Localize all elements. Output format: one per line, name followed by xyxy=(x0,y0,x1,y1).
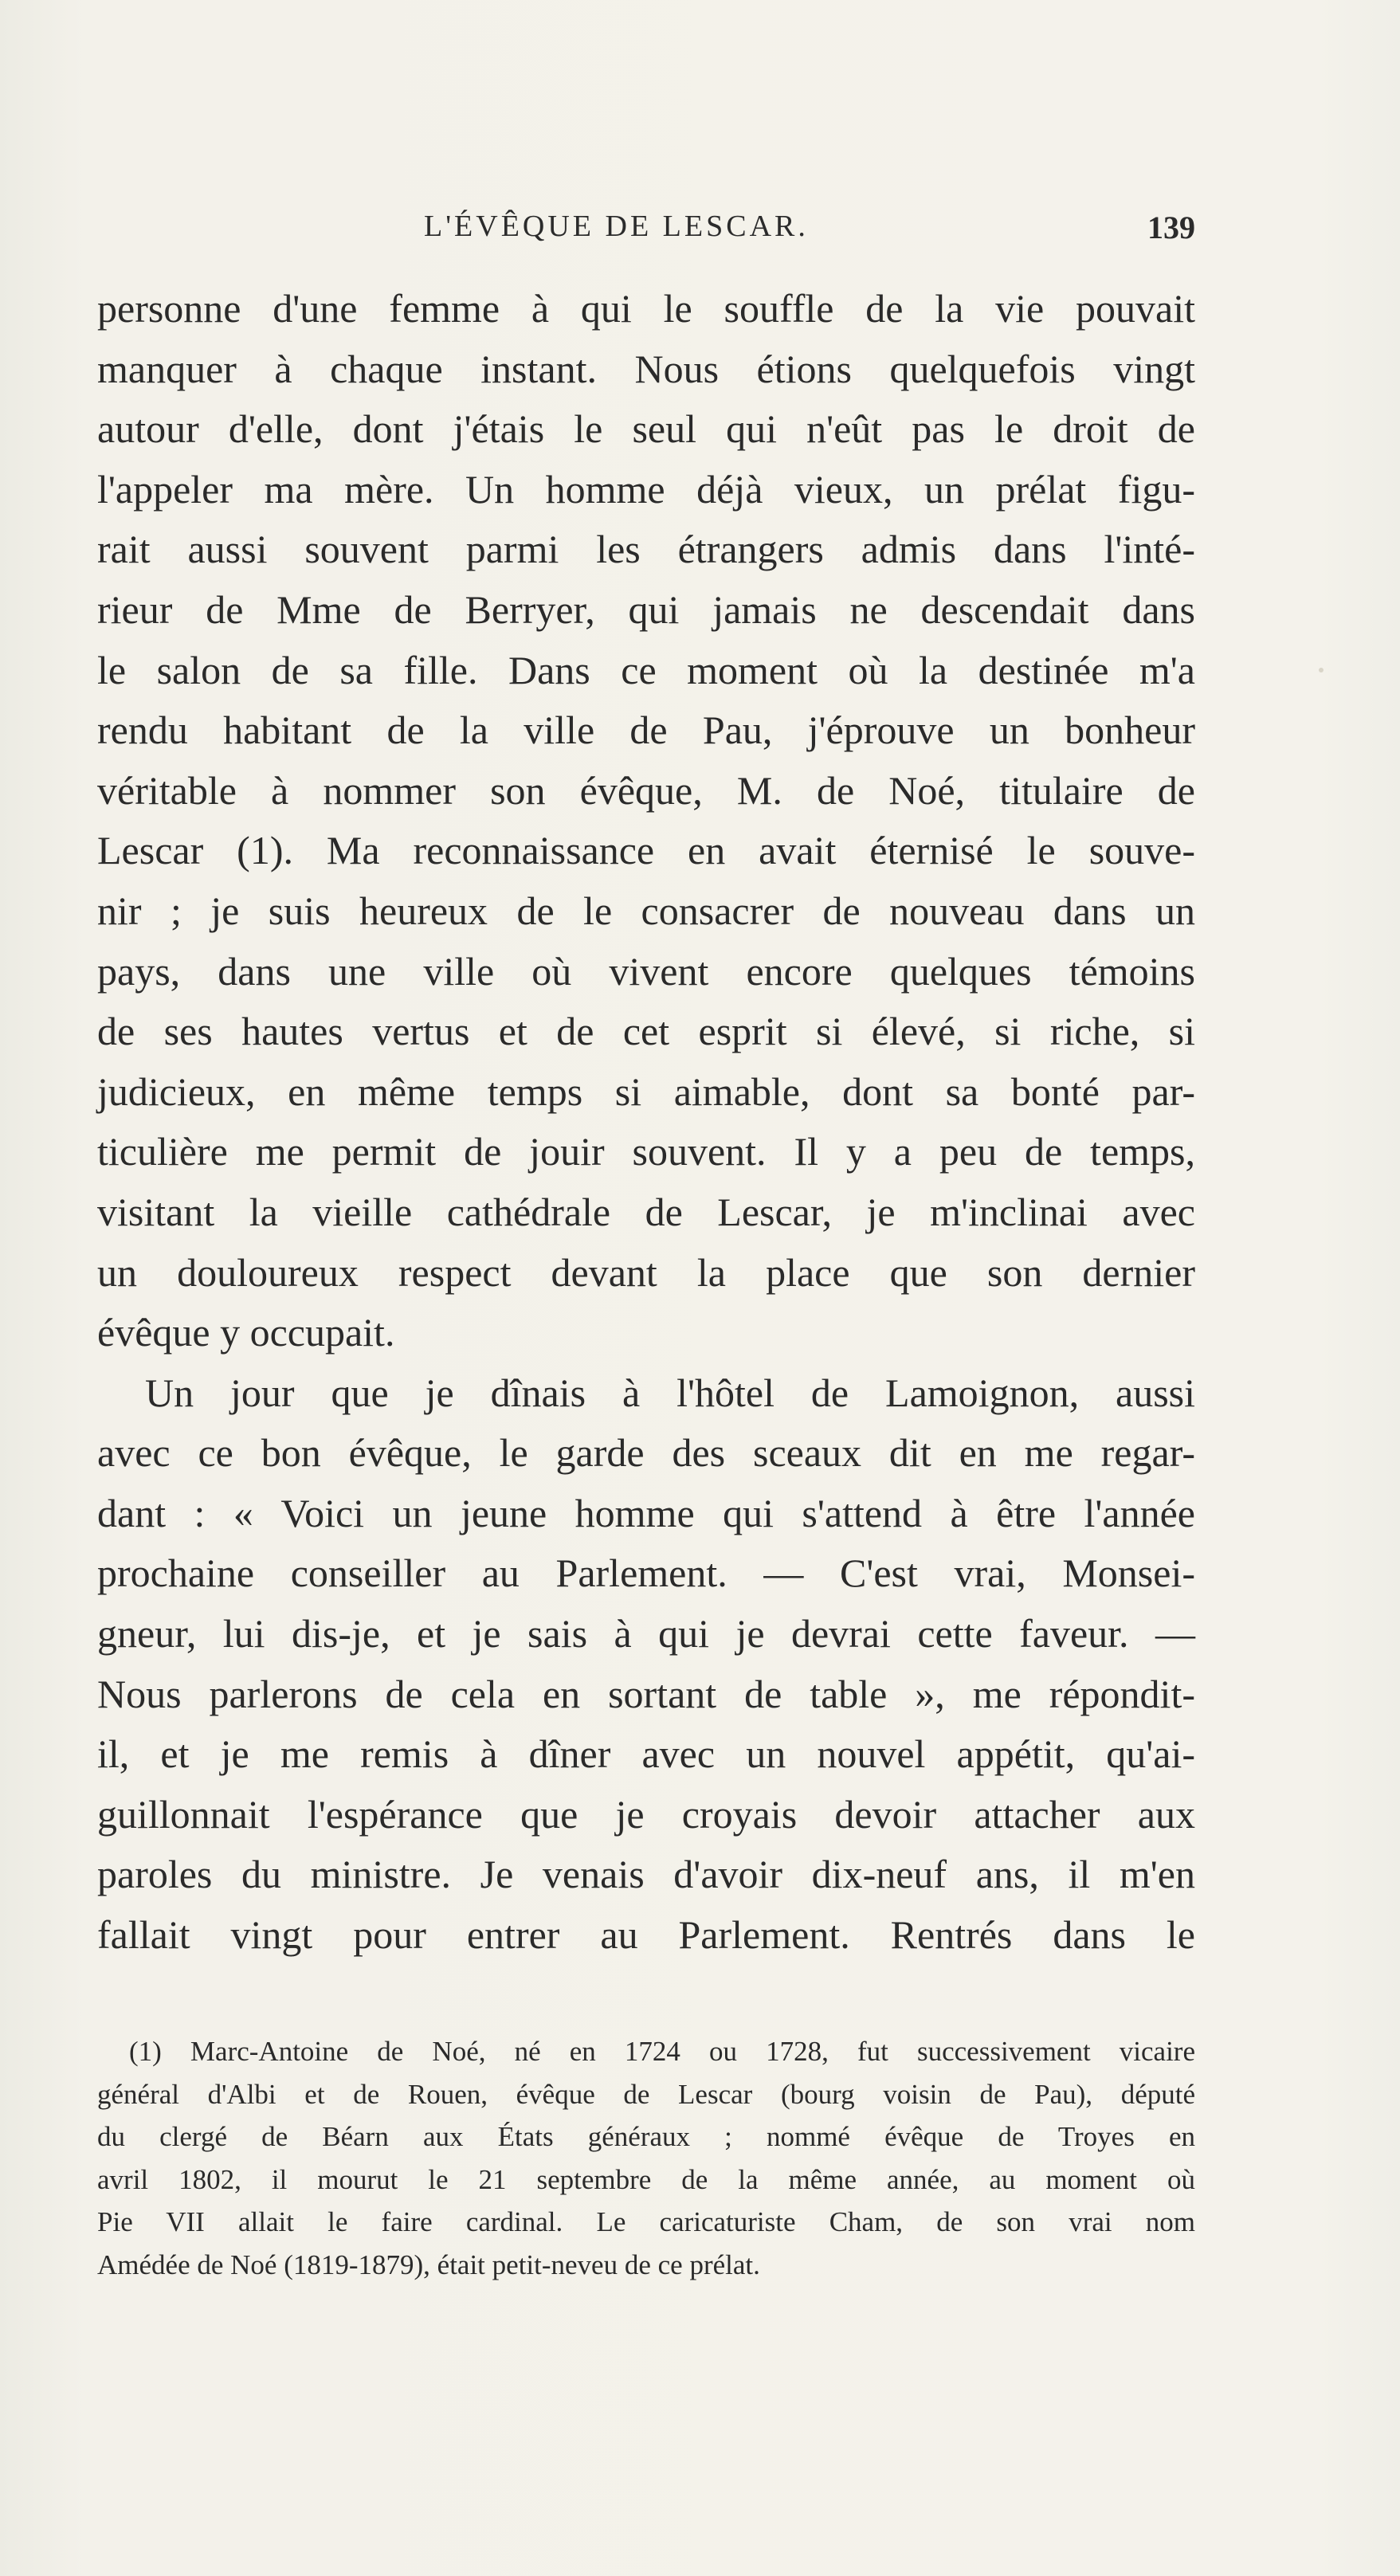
text-line: autour d'elle, dont j'étais le seul qui n'eût pas le droit de xyxy=(97,406,1195,452)
running-head xyxy=(97,209,1195,257)
text-line: il, et je me remis à dîner avec un nouvel appétit, qu'ai- xyxy=(97,1731,1195,1777)
text-line: rendu habitant de la ville de Pau, j'éprouve un bonheur xyxy=(97,708,1195,753)
text-line: paroles du ministre. Je venais d'avoir dix-neuf ans, il m'en xyxy=(97,1852,1195,1897)
text-line: véritable à nommer son évêque, M. de Noé, titulaire de xyxy=(97,767,1195,813)
text-line: personne d'une femme à qui le souffle de la vie pouvait xyxy=(97,286,1195,331)
footnote xyxy=(97,2030,1195,2287)
text-line: de ses hautes vertus et de cet esprit si élevé, si riche, si xyxy=(97,1009,1195,1054)
text-line: l'appeler ma mère. Un homme déjà vieux, un prélat figu- xyxy=(97,466,1195,512)
text-line: un douloureux respect devant la place que son dernier xyxy=(97,1249,1195,1295)
text-line: rieur de Mme de Berryer, qui jamais ne descendait dans xyxy=(97,586,1195,632)
body-text xyxy=(97,279,1195,1966)
text-line: pays, dans une ville où vivent encore quelques témoins xyxy=(97,948,1195,994)
text-line: rait aussi souvent parmi les étrangers admis dans l'inté- xyxy=(97,527,1195,572)
text-line: ticulière me permit de jouir souvent. Il y a peu de temps, xyxy=(97,1129,1195,1174)
text-line: gneur, lui dis-je, et je sais à qui je devrai cette faveur. — xyxy=(97,1611,1195,1657)
text-line: le salon de sa fille. Dans ce moment où la destinée m'a xyxy=(97,647,1195,692)
paper-spot xyxy=(1319,668,1324,672)
text-line: nir ; je suis heureux de le consacrer de nouveau dans un xyxy=(97,888,1195,933)
footnote-line: avril 1802, il mourut le 21 septembre de la même année, au moment où xyxy=(97,2163,1195,2195)
footnote-line: Pie VII allait le faire cardinal. Le caricaturiste Cham, de son vrai nom xyxy=(97,2206,1195,2238)
text-line: prochaine conseiller au Parlement. — C'est vrai, Monsei- xyxy=(97,1551,1195,1596)
page-number: 139 xyxy=(1147,210,1195,245)
footnote-line: général d'Albi et de Rouen, évêque de Lescar (bourg voisin de Pau), député xyxy=(97,2078,1195,2110)
text-line: guillonnait l'espérance que je croyais devoir attacher aux xyxy=(97,1791,1195,1837)
text-line: manquer à chaque instant. Nous étions quelquefois vingt xyxy=(97,346,1195,391)
text-line: Un jour que je dînais à l'hôtel de Lamoignon, aussi xyxy=(145,1370,1195,1415)
text-line: Lescar (1). Ma reconnaissance en avait éternisé le souve- xyxy=(97,828,1195,873)
text-line: visitant la vieille cathédrale de Lescar, je m'inclinai avec xyxy=(97,1189,1195,1234)
footnote-line: du clergé de Béarn aux États généraux ; nommé évêque de Troyes en xyxy=(97,2121,1195,2153)
text-line: dant : « Voici un jeune homme qui s'attend à être l'année xyxy=(97,1490,1195,1535)
text-line: avec ce bon évêque, le garde des sceaux dit en me regar- xyxy=(97,1430,1195,1476)
footnote-line: (1) Marc-Antoine de Noé, né en 1724 ou 1728, fut successivement vicaire xyxy=(129,2036,1195,2067)
text-line: fallait vingt pour entrer au Parlement. Rentrés dans le xyxy=(97,1912,1195,1958)
text-line: Nous parlerons de cela en sortant de table », me répondit- xyxy=(97,1671,1195,1716)
footnote-line: Amédée de Noé (1819-1879), était petit-neveu de ce prélat. xyxy=(97,2249,760,2280)
running-title: L'ÉVÊQUE DE LESCAR. xyxy=(424,210,809,243)
text-line: évêque y occupait. xyxy=(97,1310,395,1355)
text-line: judicieux, en même temps si aimable, dont sa bonté par- xyxy=(97,1068,1195,1114)
